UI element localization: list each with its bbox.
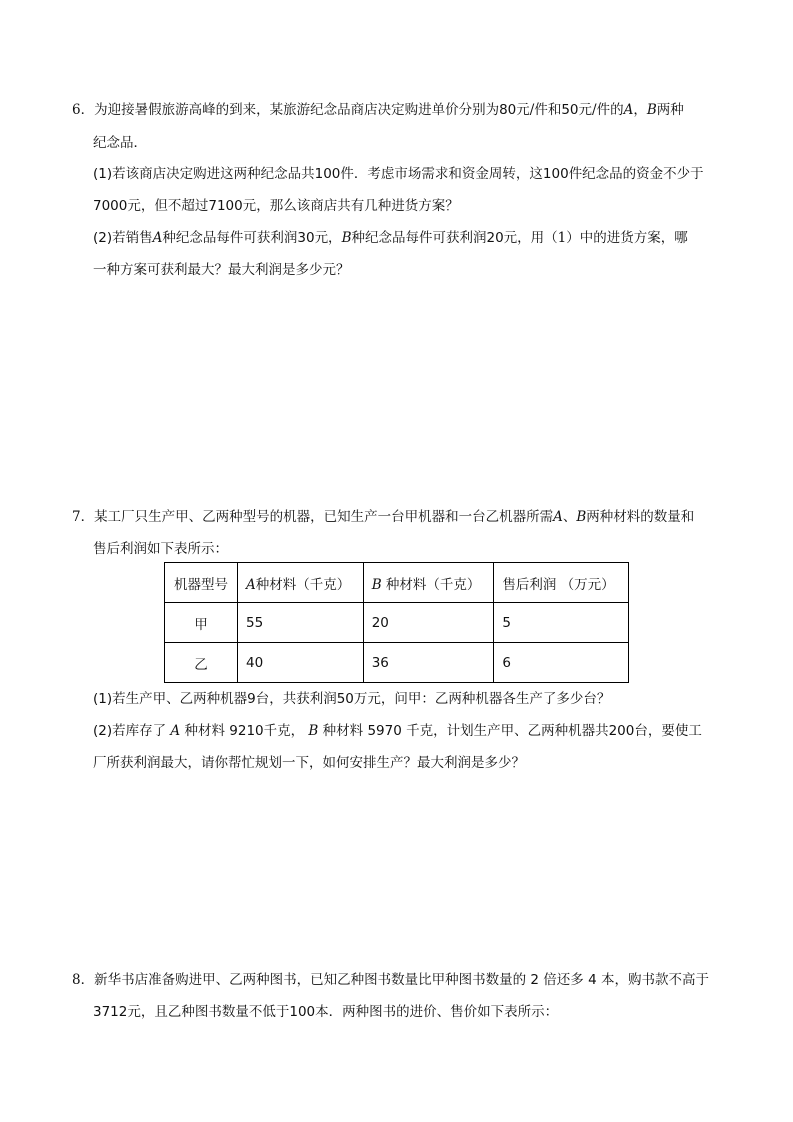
q6-number: 6． xyxy=(72,102,95,118)
q7-number: 7． xyxy=(72,509,95,525)
q7-material-table xyxy=(164,562,629,683)
header-model: 机器型号 xyxy=(165,563,238,603)
table-cell: 6 xyxy=(494,643,629,683)
q7-line-1: 7．某工厂只生产甲、乙两种型号的机器，已知生产一台甲机器和一台乙机器所需A、B两种材料的数量和 xyxy=(72,509,695,525)
table-row xyxy=(165,603,629,643)
q6-part1-line-2: 7000元，但不超过7100元，那么该商店共有几种进货方案？ xyxy=(93,198,459,214)
header-material-b: B 种材料（千克） xyxy=(363,563,494,603)
q8-line-1: 8．新华书店准备购进甲、乙两种图书，已知乙种图书数量比甲种图书数量的 2 倍还多 4 本，购书款不高于 xyxy=(72,972,709,988)
table-cell: 5 xyxy=(494,603,629,643)
q6-line-1: 6．为迎接暑假旅游高峰的到来，某旅游纪念品商店决定购进单价分别为80元/件和50元/件的A，B两种 xyxy=(72,102,684,118)
q6-part2-label: (2) xyxy=(93,230,113,246)
q7-part1-label: (1) xyxy=(93,691,113,707)
q7-part2-label: (2) xyxy=(93,723,113,739)
q6-line-2: 纪念品． xyxy=(93,135,147,151)
q7-line-2: 售后利润如下表所示： xyxy=(93,541,228,557)
q6-part1-label: (1) xyxy=(93,166,113,182)
q7-part2-line-1: (2)若库存了 A 种材料 9210千克， B 种材料 5970 千克，计划生产甲、乙两种机器共200台，要使工 xyxy=(93,723,702,739)
q6-part2-line-1: (2)若销售A种纪念品每件可获利润30元，B种纪念品每件可获利润20元，用（1）中的进货方案，哪 xyxy=(93,230,688,246)
table-cell: 40 xyxy=(238,643,364,683)
table-row xyxy=(165,643,629,683)
q7-part2-line-2: 厂所获利润最大，请你帮忙规划一下，如何安排生产？最大利润是多少？ xyxy=(93,755,525,771)
table-cell: 20 xyxy=(363,603,494,643)
q8-number: 8． xyxy=(72,972,95,988)
table-cell: 甲 xyxy=(165,603,238,643)
table-cell: 55 xyxy=(238,603,364,643)
table-header-row xyxy=(165,563,629,603)
header-profit: 售后利润 （万元） xyxy=(494,563,629,603)
table-cell: 乙 xyxy=(165,643,238,683)
q6-part2-line-2: 一种方案可获利最大？最大利润是多少元？ xyxy=(93,262,350,278)
q6-part1-line-1: (1)若该商店决定购进这两种纪念品共100件．考虑市场需求和资金周转，这100件纪念品的资金不少于 xyxy=(93,166,704,182)
q8-line-2: 3712元，且乙种图书数量不低于100本．两种图书的进价、售价如下表所示： xyxy=(93,1004,559,1020)
q7-part1: (1)若生产甲、乙两种机器9台，共获利润50万元，问甲：乙两种机器各生产了多少台？ xyxy=(93,691,611,707)
table-cell: 36 xyxy=(363,643,494,683)
header-material-a: A种材料（千克） xyxy=(238,563,364,603)
